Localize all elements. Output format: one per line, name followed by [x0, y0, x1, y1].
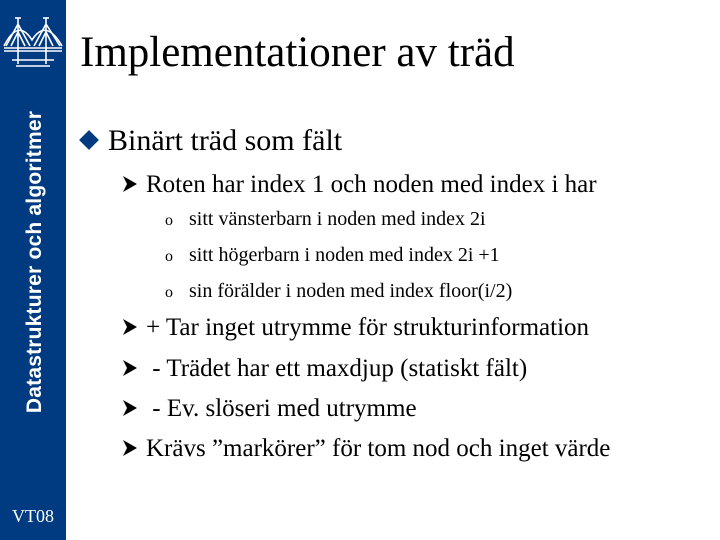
sidebar: [0, 0, 66, 540]
circle-marker: o: [165, 248, 173, 265]
list-item: o sitt vänsterbarn i noden med index 2i: [165, 207, 486, 233]
arrow-icon: [120, 317, 140, 337]
circle-marker: o: [165, 212, 173, 229]
point-line: [120, 313, 589, 343]
sub-bullet-root: [120, 170, 597, 200]
point-line: [120, 434, 610, 464]
bridge-logo-icon: [2, 12, 64, 74]
arrow-icon: [120, 438, 140, 458]
arrow-icon: [120, 174, 140, 194]
point-text: - Ev. slöseri med utrymme: [146, 395, 417, 422]
arrow-icon: [120, 398, 140, 418]
diamond-icon: [79, 130, 99, 150]
circle-marker: o: [165, 284, 173, 301]
point-line: [120, 354, 527, 384]
list-item: o sin förälder i noden med index floor(i/2): [165, 279, 512, 305]
arrow-icon: [120, 358, 140, 378]
bullet-text: Binärt träd som fält: [108, 124, 343, 157]
slide-title: Implementationer av träd: [80, 29, 515, 76]
point-text: Krävs ”markörer” för tom nod och inget värde: [146, 435, 611, 462]
list-item: o sitt högerbarn i noden med index 2i +1: [165, 243, 500, 269]
sub-bullet-text: Roten har index 1 och noden med index i har: [146, 171, 597, 198]
bullet-line: [82, 124, 342, 158]
point-text: + Tar inget utrymme för strukturinformation: [146, 314, 590, 341]
course-title: Datastrukturer och algoritmer: [23, 110, 46, 414]
point-text: - Trädet har ett maxdjup (statiskt fält): [146, 355, 528, 382]
point-line: [120, 394, 417, 424]
term-label: VT08: [12, 506, 54, 526]
